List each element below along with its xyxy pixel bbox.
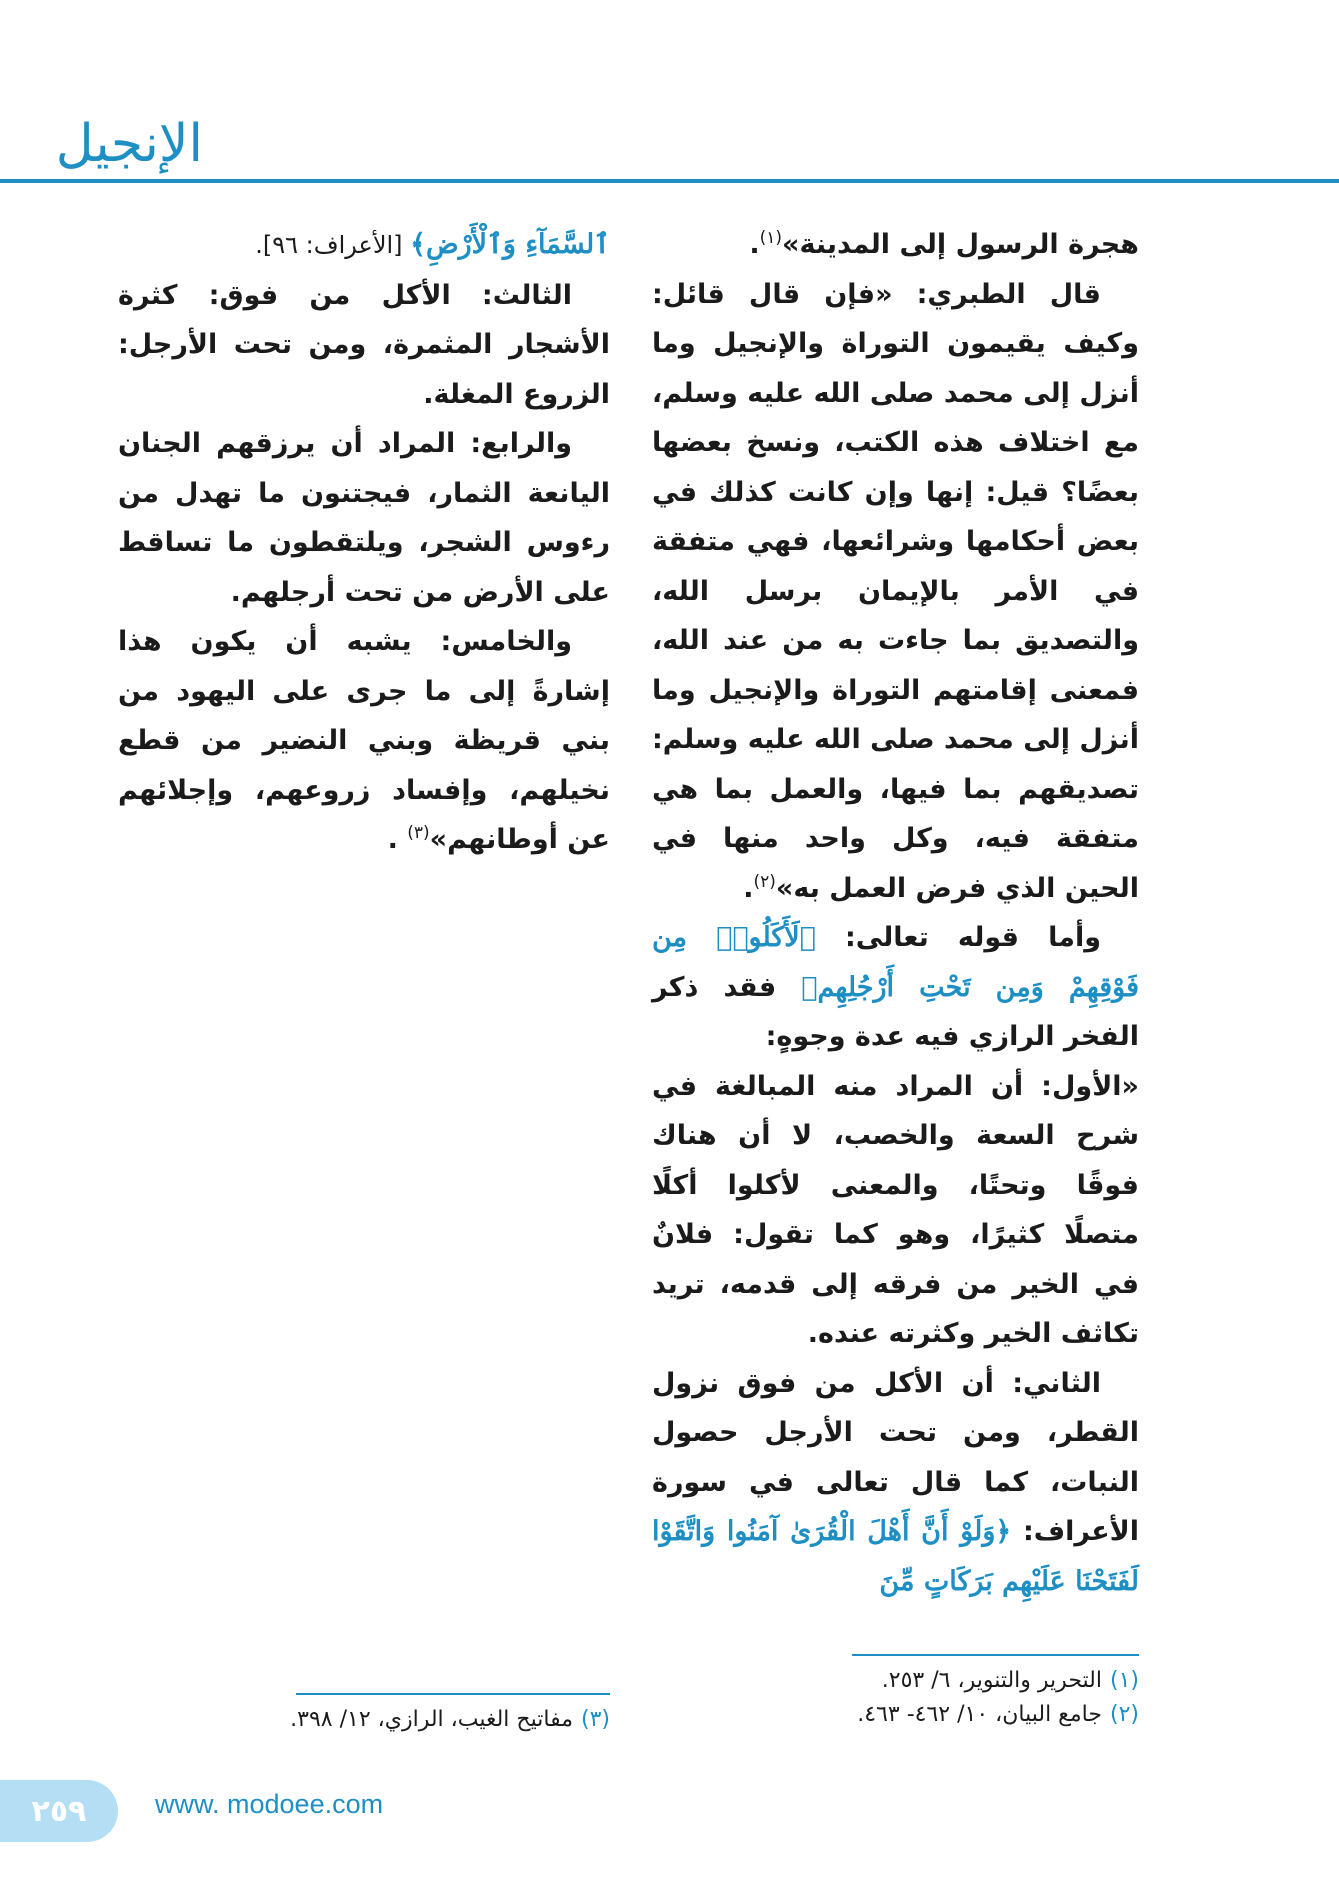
paragraph: وأما قوله تعالى: ﴿لَأَكَلُوا۟ مِن فَوْقِهِمْ وَمِن تَحْتِ أَرْجُلِهِم﴾ فقد ذكر الفخر الرازي فيه عدة وجوهٍ: (652, 922, 1139, 1052)
footnotes-right (857, 1664, 1139, 1732)
left-column (118, 220, 610, 865)
footnote-ref[interactable]: (١) (759, 228, 782, 248)
paragraph: هجرة الرسول إلى المدينة»$^{(١)}$. (749, 228, 1139, 260)
paragraph: الثالث: الأكل من فوق: كثرة الأشجار المثمرة، ومن تحت الأرجل: الزروع المغلة. (118, 279, 610, 410)
footnote: (١)التحرير والتنوير، ٦/ ٢٥٣. (881, 1668, 1139, 1693)
right-column (652, 220, 1139, 1606)
page-number: ٢٥٩ (31, 1793, 87, 1829)
paragraph (118, 220, 610, 271)
paragraph: «الأول: أن المراد منه المبالغة في شرح السعة والخصب، لا أن هناك فوقًا وتحتًا، والمعنى لأكلوا أكلًا متصلًا كثيرًا، وهو كما تقول: فلانٌ في الخير من فرقه إلى قدمه، تريد تكاثف الخير وكثرته عنده. (652, 1070, 1139, 1349)
paragraph: قال الطبري: «فإن قال قائل: وكيف يقيمون التوراة والإنجيل وما أنزل إلى محمد صلى الله عليه وسلم، مع اختلاف هذه الكتب، ونسخ بعضها بعضًا؟ قيل: إنها وإن كانت كذلك في بعض أحكامها وشرائعها، فهي متفقة في الأمر بالإيمان برسل الله، والتصديق بما جاءت به من عند الله، فمعنى إقامتهم التوراة والإنجيل وما أنزل إلى محمد صلى الله عليه وسلم: تصديقهم بما فيها، والعمل بما هي متفقة فيه، وكل واحد منها في الحين الذي فرض العمل به»$^{(٢)}$. (651, 278, 1139, 904)
website-link[interactable]: www. modoee.com (155, 1789, 384, 1819)
quran-verse: ﴿وَلَوْ أَنَّ أَهْلَ الْقُرَىٰ آمَنُوا وَاتَّقَوْا لَفَتَحْنَا عَلَيْهِم بَرَكَاتٍ مِّنَ (652, 1516, 1139, 1597)
verse-reference: [الأعراف: ٩٦]. (255, 231, 411, 259)
header-rule (0, 179, 1339, 183)
paragraph: والخامس: يشبه أن يكون هذا إشارةً إلى ما جرى على اليهود من بني قريظة وبني النضير من قطع نخيلهم، وإفساد زروعهم، وإجلائهم عن أوطانهم»$^{(٣)}$ . (118, 626, 610, 855)
page-number-badge (0, 1780, 118, 1842)
footnotes-left (290, 1703, 610, 1737)
quran-verse: ٱلسَّمَآءِ وَٱلْأَرْضِ﴾ (410, 229, 610, 260)
footnote: (٢)جامع البيان، ١٠/ ٤٦٢- ٤٦٣. (857, 1702, 1139, 1727)
footnote-ref[interactable]: (٣) (407, 823, 430, 843)
footnote-divider (296, 1693, 610, 1695)
quran-verse: ﴿لَأَكَلُوا۟ مِن فَوْقِهِمْ وَمِن تَحْتِ أَرْجُلِهِم﴾ (652, 922, 1139, 1003)
footnote-divider (852, 1654, 1139, 1656)
paragraph: والرابع: المراد أن يرزقهم الجنان اليانعة الثمار، فيجتنون ما تهدل من رءوس الشجر، ويلتقطون ما تساقط على الأرض من تحت أرجلهم. (118, 428, 610, 608)
footnote-ref[interactable]: (٢) (753, 871, 776, 892)
paragraph: الثاني: أن الأكل من فوق نزول القطر، ومن تحت الأرجل حصول النبات، كما قال تعالى في سورة الأعراف: ﴿وَلَوْ أَنَّ أَهْلَ الْقُرَىٰ آمَنُوا وَاتَّقَوْا لَفَتَحْنَا عَلَيْهِم بَرَكَاتٍ مِّنَ (652, 1367, 1139, 1597)
page-title: الإنجيل (55, 114, 203, 174)
footnote: (٣)مفاتيح الغيب، الرازي، ١٢/ ٣٩٨. (290, 1707, 610, 1732)
